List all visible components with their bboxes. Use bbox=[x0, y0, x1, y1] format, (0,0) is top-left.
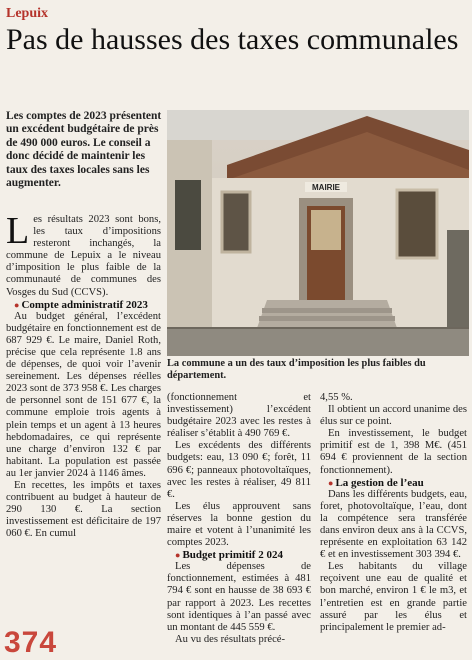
column-2 bbox=[167, 392, 311, 646]
mairie-building-photo bbox=[167, 110, 469, 356]
col2-paragraph-4: Les dépenses de fonctionnement, estimées à 481 794 € sont en hausse de 38 693 € par rapport à 2023. Les recettes sont identiques à l’an passé avec un montant de 445 559 €. bbox=[167, 561, 311, 633]
column-3 bbox=[320, 392, 467, 634]
col3-paragraph-1: 4,55 %. bbox=[320, 392, 353, 403]
bullet-icon: ● bbox=[14, 299, 20, 310]
col3-paragraph-2: Il obtient un accord unanime des élus sur ce point. bbox=[320, 404, 467, 428]
col3-paragraph-5: Les habitants du village reçoivent une eau de qualité et bon marché, environ 1 € le m3, et l’entretien est en grande partie assuré par les élus et principalement le premier ad- bbox=[320, 561, 467, 633]
col1-paragraph-1: es résultats 2023 sont bons, les taux d’impositions resteront inchangés, la commune de Lepuix a le niveau d’imposition le plus faible de la communauté de communes des Vosges du Sud (CCVS). bbox=[6, 214, 161, 298]
big-number-callout: 374 bbox=[4, 626, 58, 659]
subhead-compte-administratif: ● Compte administratif 2023 bbox=[14, 298, 148, 311]
col2-paragraph-5: Au vu des résultats précé- bbox=[175, 633, 286, 645]
article-photo bbox=[167, 110, 469, 356]
col1-paragraph-2: Au budget général, l’excédent budgétaire en fonctionnement est de 687 929 €. Le maire, Daniel Roth, précise que cela représente 1.8 ans de dépenses, de quoi voir l’avenir sereinement. Les dépenses réelles 2023 sont de 373 958 €. Les charges de personnel sont de 151 677 €, la commune emploie trois agents à plein temps et un agent à 13 heures hebdomadaires, ce qui représente une charge d’environ 132 € par habitant. La population est passée au 1er janvier 2024 à 1146 âmes. bbox=[6, 310, 161, 479]
col3-paragraph-3: En investissement, le budget primitif est de 1, 398 M€. (451 694 € proviennent de la section fonctionnement). bbox=[320, 428, 467, 476]
column-1 bbox=[6, 210, 161, 540]
col3-paragraph-4: Dans les différents budgets, eau, foret, photovoltaïque, l’eau, dont la compétence sera transférée dans environ deux ans à la CCVS, représente en exploitation 63 142 € et en investissement 303 394 €. bbox=[320, 488, 467, 561]
col1-paragraph-3: En recettes, les impôts et taxes contribuent au budget à hauteur de 290 130 €. La section investissement est déficitaire de 197 060 €. En cumul bbox=[6, 479, 161, 540]
col2-paragraph-1: (fonctionnement et investissement) l’excédent budgétaire 2023 avec les restes à réaliser s’établit à 490 769 €. bbox=[167, 392, 311, 440]
headline: Pas de hausses des taxes communales bbox=[6, 23, 459, 56]
subhead-gestion-eau: ● La gestion de l’eau bbox=[328, 476, 424, 489]
mairie-sign: MAIRIE bbox=[312, 183, 340, 192]
drop-cap: L bbox=[6, 210, 30, 252]
photo-caption: La commune a un des taux d’imposition les plus faibles du département. bbox=[167, 358, 426, 381]
section-kicker: Lepuix bbox=[6, 6, 49, 21]
bullet-icon: ● bbox=[328, 477, 334, 488]
subhead-budget-primitif: ● Budget primitif 2 024 bbox=[175, 549, 283, 562]
col2-paragraph-2: Les excédents des différents budgets: eau, 13 090 €; forêt, 11 696 €; panneaux photovoltaïques, avec les restes à réaliser, 49 811 €. bbox=[167, 440, 311, 500]
lead-paragraph: Les comptes de 2023 présentent un excédent budgétaire de près de 490 000 euros. Le conseil a donc décidé de maintenir les taux des taxes locales sans les augmenter. bbox=[6, 110, 162, 190]
col2-paragraph-3: Les élus approuvent sans réserves la bonne gestion du maire et votent à l’unanimité les comptes 2023. bbox=[167, 500, 311, 549]
bullet-icon: ● bbox=[175, 550, 181, 561]
